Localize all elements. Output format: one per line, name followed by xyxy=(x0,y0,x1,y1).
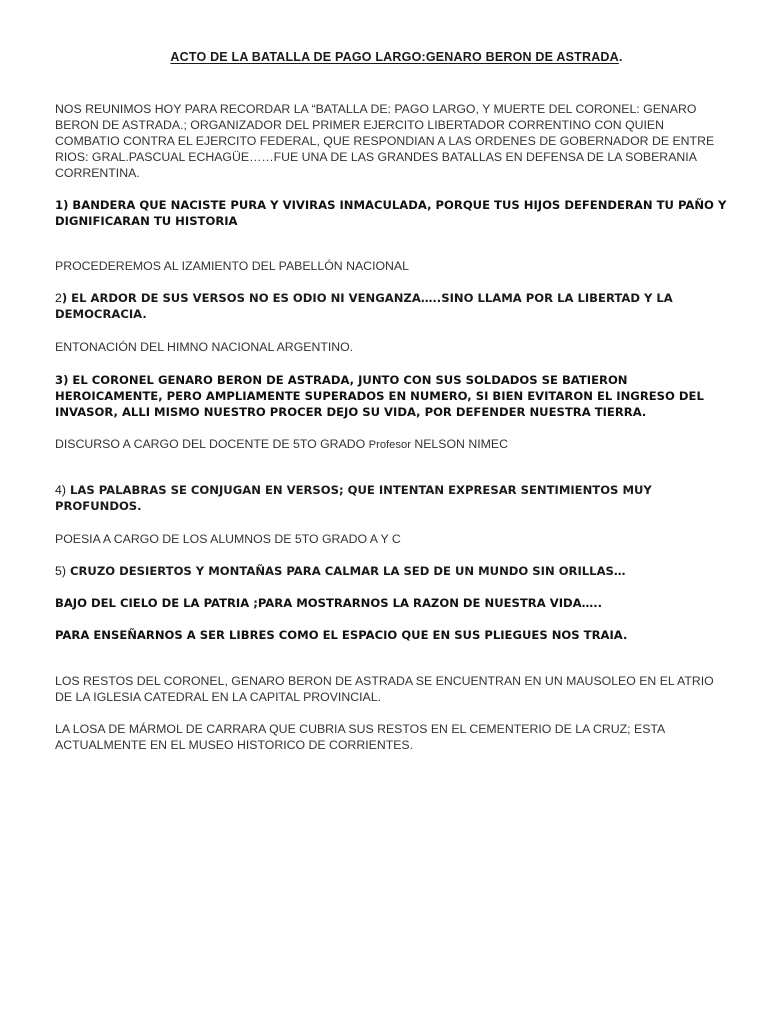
program-action-3 xyxy=(55,436,728,453)
program-action-1: PROCEDEREMOS AL IZAMIENTO DEL PABELLÓN NACIONAL xyxy=(55,259,409,273)
intro-paragraph: NOS REUNIMOS HOY PARA RECORDAR LA “BATALLA DE: PAGO LARGO, Y MUERTE DEL CORONEL: GENARO BERON DE ASTRADA.; ORGANIZADOR DEL PRIMER EJERCITO LIBERTADOR CORRENTINO CON QUIEN COMBATIO CONTRA EL EJERCITO FEDERAL, QUE RESPONDIAN A LAS ORDENES DE GOBERNADOR DE ENTRE RIOS: GRAL.PASCUAL ECHAGÜE……FUE UNA DE LAS GRANDES BATALLAS EN DEFENSA DE LA SOBERANIA CORRENTINA. xyxy=(55,102,715,180)
item-5-number: 5) xyxy=(55,564,66,578)
item-4-number: 4) xyxy=(55,483,66,497)
item-4-text: LAS PALABRAS SE CONJUGAN EN VERSOS; QUE INTENTAN EXPRESAR SENTIMIENTOS MUY PROFUNDOS. xyxy=(55,483,652,513)
closing-paragraph-2: LA LOSA DE MÁRMOL DE CARRARA QUE CUBRIA SUS RESTOS EN EL CEMENTERIO DE LA CRUZ; ESTA ACTUALMENTE EN EL MUSEO HISTORICO DE CORRIENTES. xyxy=(55,722,665,752)
program-item-5 xyxy=(55,563,728,579)
program-item-3: 3) EL CORONEL GENARO BERON DE ASTRADA, JUNTO CON SUS SOLDADOS SE BATIERON HEROICAMENTE, PERO AMPLIAMENTE SUPERADOS EN NUMERO, SI BIEN EVITARON EL INGRESO DEL INVASOR, ALLI MISMO NUESTRO PROCER DEJO SU VIDA, POR DEFENDER NUESTRA TIERRA. xyxy=(55,373,704,419)
item-2-text: ) EL ARDOR DE SUS VERSOS NO ES ODIO NI VENGANZA…..SINO LLAMA POR LA LIBERTAD Y LA DEMOCRACIA. xyxy=(55,291,673,321)
program-action-2: ENTONACIÓN DEL HIMNO NACIONAL ARGENTINO. xyxy=(55,340,354,354)
title-period: . xyxy=(618,50,623,64)
title-text: ACTO DE LA BATALLA DE PAGO LARGO:GENARO BERON DE ASTRADA xyxy=(170,50,619,64)
closing-paragraph-1: LOS RESTOS DEL CORONEL, GENARO BERON DE ASTRADA SE ENCUENTRAN EN UN MAUSOLEO EN EL ATRIO DE LA IGLESIA CATEDRAL EN LA CAPITAL PROVINCIAL. xyxy=(55,674,714,704)
action-3-title: Profesor xyxy=(368,439,411,451)
program-action-4: POESIA A CARGO DE LOS ALUMNOS DE 5TO GRADO A Y C xyxy=(55,532,401,546)
program-item-1: 1) BANDERA QUE NACISTE PURA Y VIVIRAS INMACULADA, PORQUE TUS HIJOS DEFENDERAN TU PAÑO Y DIGNIFICARAN TU HISTORIA xyxy=(55,198,727,228)
verse-line-7: PARA ENSEÑARNOS A SER LIBRES COMO EL ESPACIO QUE EN SUS PLIEGUES NOS TRAIA. xyxy=(55,628,628,642)
program-item-4 xyxy=(55,482,728,514)
document-title xyxy=(55,50,728,64)
action-3-text: DISCURSO A CARGO DEL DOCENTE DE 5TO GRADO xyxy=(55,437,369,451)
action-3-name: NELSON NIMEC xyxy=(410,437,508,451)
verse-line-6: BAJO DEL CIELO DE LA PATRIA ;PARA MOSTRARNOS LA RAZON DE NUESTRA VIDA….. xyxy=(55,596,603,610)
item-2-number: 2 xyxy=(55,291,62,305)
item-5-text: CRUZO DESIERTOS Y MONTAÑAS PARA CALMAR LA SED DE UN MUNDO SIN ORILLAS… xyxy=(65,564,626,578)
program-item-2 xyxy=(55,290,728,322)
